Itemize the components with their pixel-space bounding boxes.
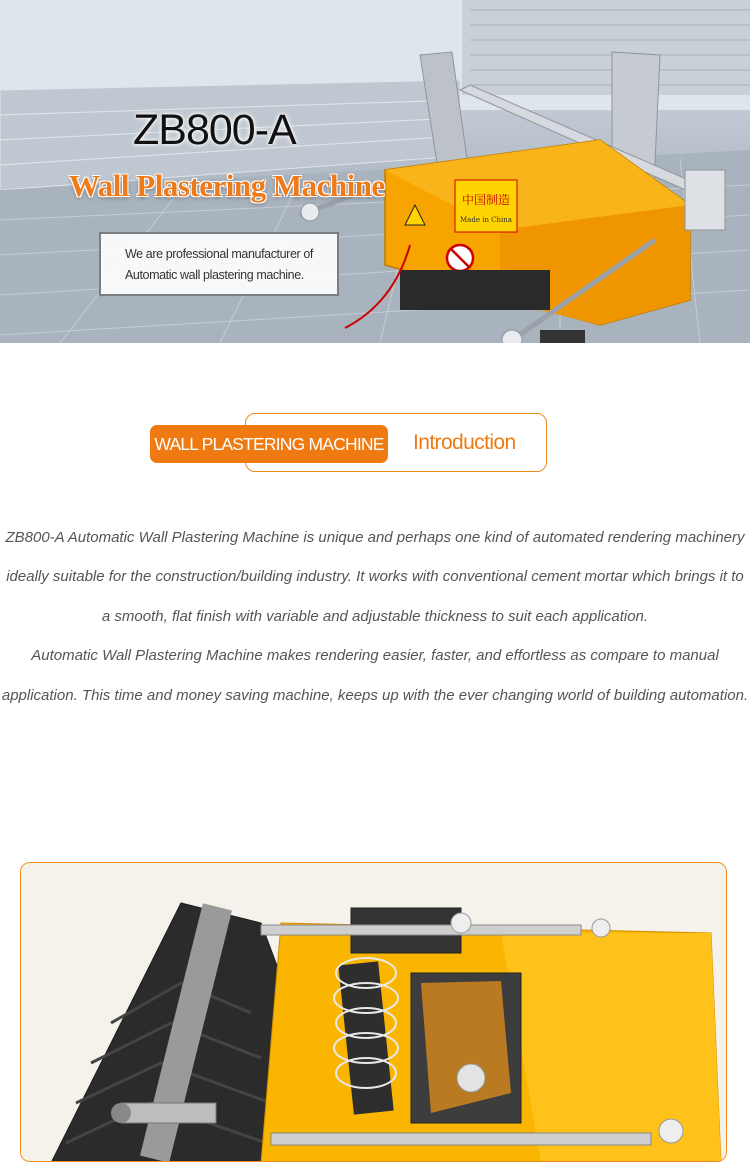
intro-text (0, 518, 750, 715)
product-photo (21, 863, 727, 1162)
section-pill-label: WALL PLASTERING MACHINE (150, 425, 388, 463)
tagline-line-2: Automatic wall plastering machine. (125, 268, 304, 282)
tagline-line-1: We are professional manufacturer of (125, 247, 313, 261)
section-header (150, 413, 550, 475)
product-photo-frame (20, 862, 727, 1162)
tagline-box (99, 232, 339, 296)
machine-label: 中国制造 (461, 193, 511, 207)
hero-banner (0, 0, 750, 343)
product-subtitle: Wall Plastering Machine (69, 168, 385, 203)
machine-label-sub: Made in China (460, 216, 512, 224)
intro-paragraph-1: ZB800-A Automatic Wall Plastering Machine is unique and perhaps one kind of automated rendering machinery ideally suitable for the construction/building industry. It works with conventional cement mortar which brings it to a smooth, flat finish with variable and adjustable thickness to suit each application. (5, 529, 745, 625)
product-title: ZB800-A (133, 106, 296, 154)
section-intro-label: Introduction (413, 431, 516, 454)
intro-paragraph-2: Automatic Wall Plastering Machine makes rendering easier, faster, and effortless as compare to manual application. This time and money saving machine, keeps up with the ever changing world of building automation. (1, 647, 749, 704)
